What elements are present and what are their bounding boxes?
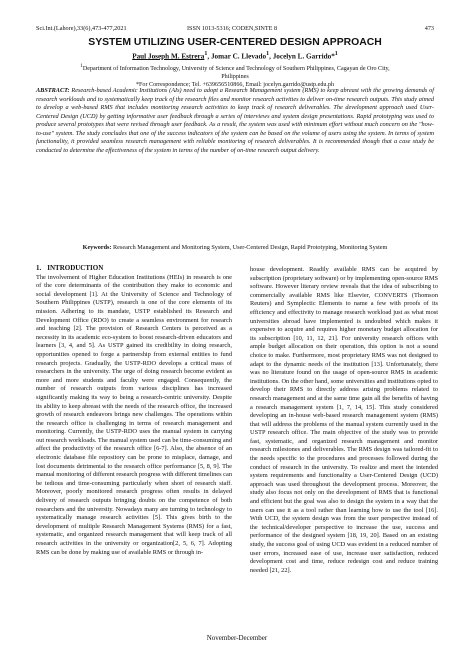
paper-title: SYSTEM UTILIZING USER-CENTERED DESIGN APPROACH bbox=[88, 37, 382, 48]
correspondence-line: *For Correspondence; Tel. +639656510866, Email: jocelyn.garrido@ustp.edu.ph bbox=[135, 82, 335, 89]
author-list bbox=[36, 51, 434, 60]
issn-line: ISSN 1013-5316; CODEN,SINTE 8 bbox=[187, 25, 278, 32]
abstract bbox=[36, 87, 434, 155]
page-number: 473 bbox=[424, 25, 434, 32]
running-header bbox=[36, 25, 434, 35]
journal-citation: Sci.Int.(Lahore),33(6),473-477,2021 bbox=[36, 25, 127, 32]
affiliation-line-1 bbox=[36, 62, 434, 73]
keywords bbox=[36, 244, 434, 251]
left-column bbox=[36, 264, 232, 557]
intro-right-text: house development. Readily available RMS can be acquired by subscription (proprietary software) or by implementing open-source RMS software. However literary review reveals that the idea of subscribing to commercially available RMS like Elsevier, CONVERTS (Thomson Reuters) and Symplectic Elements to name a few with proofs of its efficiency and effectivity to manage research workload just as what most universities abroad have implemented is undoubted which makes it expensive to acquire and requires higher monetary budget allocation for its subscription [10, 11, 12, 21]. For university research offices with ample budget allocation on their operation, this option is not a sound choice to make. Furthermore, most proprietary RMS was not designed to adapt to the dynamic needs of the institution [13]. Unfortunately, there was no literature found on the usage of open-source RMS in academic institutions. On the other hand, some universities and institutions opted to develop their RMS to directly address arising problems related to research management and at the same time gain all the benefits of having a research management system [1, 7, 14, 15]. This study considered developing an in-house web-based research management system (RMS) that will address the problems of the manual system currently used in the USTP research office. The main objective of the study was to provide fast, systematic, and organized research management and monitor research milestones and deliverables. The RMS design was tailored-fit to the needs specific to the procedures and processes followed during the conduct of research in the university. To realize and meet the intended system requirements and functionality a User-Centered Design (UCD) approach was used throughout the development process. Moreover, the study also focus not only on the development of RMS that is functional and efficient but the goal was also to design the system in a way that the users can use it as a tool rather than learning how to use the tool [16]. With UCD, the system design was from the user perspective instead of the technical/developer perspective to increase the use, success and performance of the designed system [18, 19, 20]. Based on an existing study, the success goal of using UCD was evident in a reduced number of user errors, increased ease of use, increase user satisfaction, reduced development cost and time, reduce redesign cost and reduce training needed [21, 22]. bbox=[250, 266, 438, 574]
affiliation-text: Department of Information Technology, University of Science and Technology of Southern Philippines, Cagayan de Oro City, bbox=[82, 66, 390, 73]
page-footer: November-December bbox=[206, 634, 268, 642]
author-3-affil: 1 bbox=[334, 51, 338, 57]
keywords-text: Research Management and Monitoring System, User-Centered Design, Rapid Prototyping, Monitoring System bbox=[111, 244, 388, 251]
right-column bbox=[250, 266, 438, 575]
author-1: Paul Joseph M. Estrera bbox=[132, 52, 205, 61]
abstract-text: Research-based Academic Institutions (AIs) need to adopt a Research Management system (RMS) to keep abreast with the growing demands of research workloads and to systematically keep track of the research files and monitor research activities to deliver on-time research outputs. This study aimed to develop a web-based RMS that includes monitoring research activities to keep track of research deliverables. The development approach used User-Centered Design (UCD) by getting informative user feedback through a series of interviews and system design presentations. Rapid prototyping was used to produce several prototypes that were revised through user feedback. As a result, the system was used with minimum effort without much concern on the "how-to-use" system. The study concludes that one of the success indicators of the system can be based on the volume of users using the system. In terms of system functionality, it provided seamless research management with reliable monitoring of research deliverables. It is recommended though that a case study be conducted to determine the effectiveness of the system in terms of the number of on-time research output delivery. bbox=[36, 87, 435, 154]
affiliation-block bbox=[36, 62, 434, 89]
author-1-affil: 1 bbox=[204, 51, 208, 57]
author-3: , Jocelyn L. Garrido* bbox=[269, 52, 335, 61]
section-number: 1. bbox=[36, 264, 42, 272]
section-heading bbox=[36, 264, 232, 273]
intro-left-text: The involvement of Higher Education Institutions (HEIs) in research is one of the core determinants of the contribution they make to economic and social development [1]. At the University of Science and Technology of Southern Philippines (USTP), research is one of the core elements of its mission. Adhering to its mandate, USTP established its Research and Development Office (RDO) to create a seamless environment for research and teaching [2]. The provision of Research Centers is perceived as a necessity in its academic eco-system to boost research-driven educators and learners [3, 4, and 5]. As USTP gained its credibility in doing research, opportunities opened to forge a partnership from external entities to fund research projects. Gradually, the USTP-RDO develops a critical mass of researchers in the university. The urge of doing research become evident as more and more students and faculty were engaged. Consequently, the number of research outputs from various disciplines has increased significantly making its way to being a research-centric university. Despite its ability to keep abreast with the needs of the research office, the increased growth of research endeavors brings new challenges. The operations within the research office is challenging in terms of research management and monitoring. Currently, the USTP-RDO uses the manual system in carrying out research workloads. The manual system used can be time-consuming and affect the productivity of the research office [6-7]. Also, the absence of an electronic database file repository can be prone to misplace, damage, and lost documents detrimental to the research office performance [5, 8, 9]. The manual monitoring of different research progress with different timelines can be tedious and time-consuming particularly when short of research staff. Moreover, poorly monitored research progress often results in delayed delivery of research outputs bringing doubts on the competence of both researchers and the university. Nowadays many are turning to technology to systematically manage research activities [5]. This gives birth to the development of multiple Research Management Systems (RMS) for a fast, systematic, and organized research management that will keep track of all research activities in the university or organization[2, 5, 6, 7]. Adopting RMS can be done by making use of available RMS or through in- bbox=[36, 273, 232, 556]
author-2: , Jomar C. Llevado bbox=[207, 52, 267, 61]
keywords-label: Keywords: bbox=[82, 244, 112, 251]
affiliation-marker: 1 bbox=[80, 63, 83, 69]
author-2-affil: 1 bbox=[266, 51, 270, 57]
section-title: INTRODUCTION bbox=[47, 264, 104, 272]
affiliation-country: Philippines bbox=[221, 74, 249, 81]
abstract-label: ABSTRACT: bbox=[36, 87, 70, 94]
